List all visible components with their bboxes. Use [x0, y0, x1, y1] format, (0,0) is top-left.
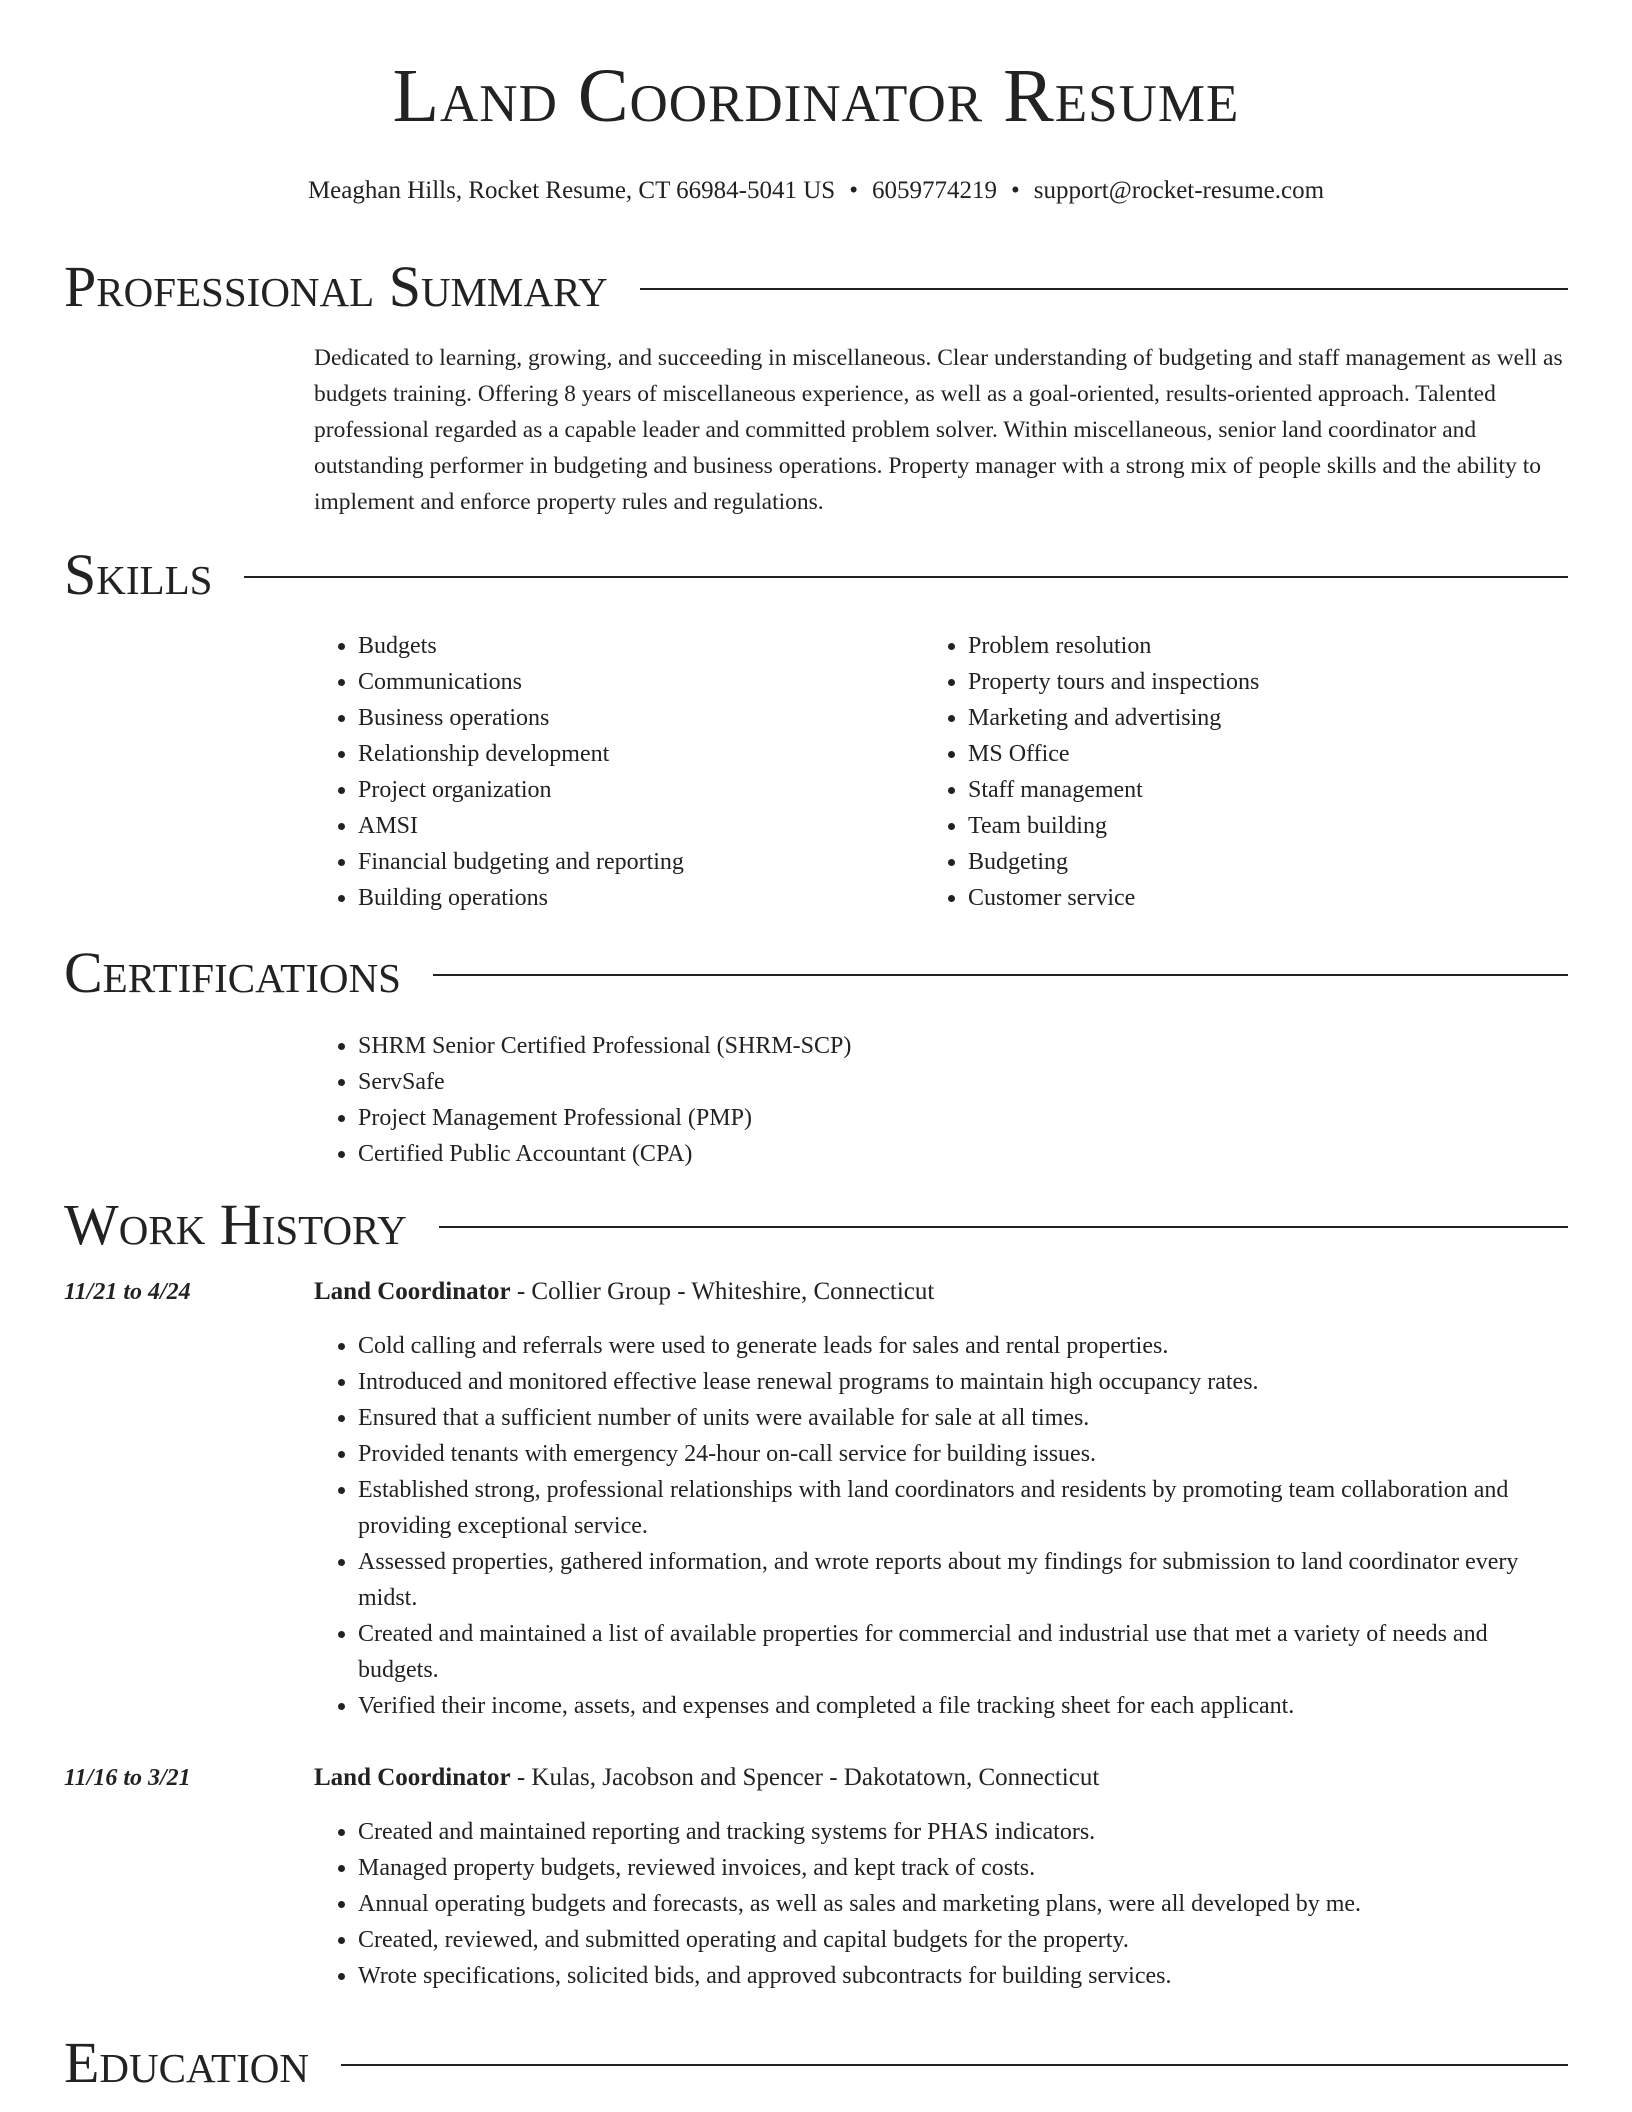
section-header-work-history	[64, 1190, 1568, 1260]
contact-phone: 6059774219	[871, 177, 997, 204]
job-bullet: • Verified their income, assets, and expenses and completed a file tracking sheet for each applicant.	[358, 1688, 1568, 1724]
certification-item: • Certified Public Accountant (CPA)	[358, 1136, 1568, 1172]
job-bullet-list	[314, 1328, 1568, 1724]
job-title: Land Coordinator	[314, 1278, 511, 1305]
skill-item: • Relationship development	[358, 736, 874, 772]
section-header-summary	[64, 252, 1568, 322]
section-divider	[244, 576, 1568, 578]
skill-item: • Budgeting	[968, 844, 1564, 880]
skill-item: • Property tours and inspections	[968, 664, 1564, 700]
job-bullet: • Assessed properties, gathered information, and wrote reports about my findings for submission to land coordinator every midst.	[358, 1544, 1568, 1616]
contact-address: Meaghan Hills, Rocket Resume, CT 66984-5041 US	[307, 177, 836, 204]
certifications-block	[314, 1028, 1568, 1172]
contact-email[interactable]: support@rocket-resume.com	[1033, 177, 1325, 204]
job-bullet: • Wrote specifications, solicited bids, and approved subcontracts for building services.	[358, 1958, 1568, 1994]
skill-item: • Financial budgeting and reporting	[358, 844, 874, 880]
section-title: Professional Summary	[64, 254, 608, 319]
section-title: Work History	[64, 1192, 407, 1257]
job-bullet: • Provided tenants with emergency 24-hour on-call service for building issues.	[358, 1436, 1568, 1472]
skill-item: • Budgets	[358, 628, 874, 664]
job-heading	[314, 1274, 1568, 1310]
job-duties	[314, 1328, 1568, 1724]
certification-item: • Project Management Professional (PMP)	[358, 1100, 1568, 1136]
job-bullet: • Created and maintained reporting and tracking systems for PHAS indicators.	[358, 1814, 1568, 1850]
skill-item: • Building operations	[358, 880, 874, 916]
summary-text: Dedicated to learning, growing, and succeeding in miscellaneous. Clear understanding of budgeting and staff management as well as budgets training. Offering 8 years of miscellaneous experience, as well as a goal-oriented, results-oriented approach. Talented professional regarded as a capable leader and committed problem solver. Within miscellaneous, senior land coordinator and outstanding performer in budgeting and business operations. Property manager with a strong mix of people skills and the ability to implement and enforce property rules and regulations.	[314, 345, 1563, 515]
contact-separator: •	[1010, 177, 1020, 204]
job-bullet: • Managed property budgets, reviewed invoices, and kept track of costs.	[358, 1850, 1568, 1886]
skill-item: • Communications	[358, 664, 874, 700]
certifications-list	[314, 1028, 1568, 1172]
job-bullet: • Introduced and monitored effective lease renewal programs to maintain high occupancy rates.	[358, 1364, 1568, 1400]
section-divider	[640, 288, 1568, 290]
skills-list	[924, 628, 1564, 916]
resume-title: Land Coordinator Resume	[392, 54, 1240, 138]
skill-item: • Business operations	[358, 700, 874, 736]
job-duties	[314, 1814, 1568, 1994]
section-divider	[433, 974, 1568, 976]
skills-column-left	[314, 628, 874, 916]
section-title: Skills	[64, 542, 213, 607]
skill-item: • Marketing and advertising	[968, 700, 1564, 736]
job-dates: 11/16 to 3/21	[64, 1765, 191, 1791]
job-employer: - Kulas, Jacobson and Spencer - Dakotatown, Connecticut	[510, 1764, 1100, 1791]
job-bullet: • Established strong, professional relationships with land coordinators and residents by promoting team collaboration and providing exceptional service.	[358, 1472, 1568, 1544]
skills-list	[314, 628, 874, 916]
job-bullet: • Cold calling and referrals were used to generate leads for sales and rental properties.	[358, 1328, 1568, 1364]
job-bullet: • Created and maintained a list of available properties for commercial and industrial use that met a variety of needs and budgets.	[358, 1616, 1568, 1688]
skills-column-right	[924, 628, 1564, 916]
job-bullet: • Annual operating budgets and forecasts, as well as sales and marketing plans, were all developed by me.	[358, 1886, 1568, 1922]
section-header-education	[64, 2028, 1568, 2098]
certification-item: • ServSafe	[358, 1064, 1568, 1100]
skill-item: • Customer service	[968, 880, 1564, 916]
job-title: Land Coordinator	[314, 1764, 511, 1791]
skill-item: • AMSI	[358, 808, 874, 844]
job-heading	[314, 1760, 1568, 1796]
skill-item: • Staff management	[968, 772, 1564, 808]
section-header-skills	[64, 540, 1568, 610]
skill-item: • MS Office	[968, 736, 1564, 772]
certification-item: • SHRM Senior Certified Professional (SHRM-SCP)	[358, 1028, 1568, 1064]
contact-separator: •	[849, 177, 858, 204]
job-bullet-list	[314, 1814, 1568, 1994]
job-bullet: • Ensured that a sufficient number of units were available for sale at all times.	[358, 1400, 1568, 1436]
job-employer: - Collier Group - Whiteshire, Connecticut	[510, 1278, 935, 1305]
section-divider	[439, 1226, 1568, 1228]
section-title: Certifications	[64, 940, 401, 1005]
section-header-certifications	[64, 938, 1568, 1008]
skill-item: • Problem resolution	[968, 628, 1564, 664]
section-divider	[341, 2064, 1568, 2066]
job-bullet: • Created, reviewed, and submitted operating and capital budgets for the property.	[358, 1922, 1568, 1958]
skill-item: • Team building	[968, 808, 1564, 844]
job-dates: 11/21 to 4/24	[64, 1279, 191, 1305]
section-title: Education	[64, 2030, 309, 2095]
contact-line	[0, 176, 1632, 206]
skill-item: • Project organization	[358, 772, 874, 808]
